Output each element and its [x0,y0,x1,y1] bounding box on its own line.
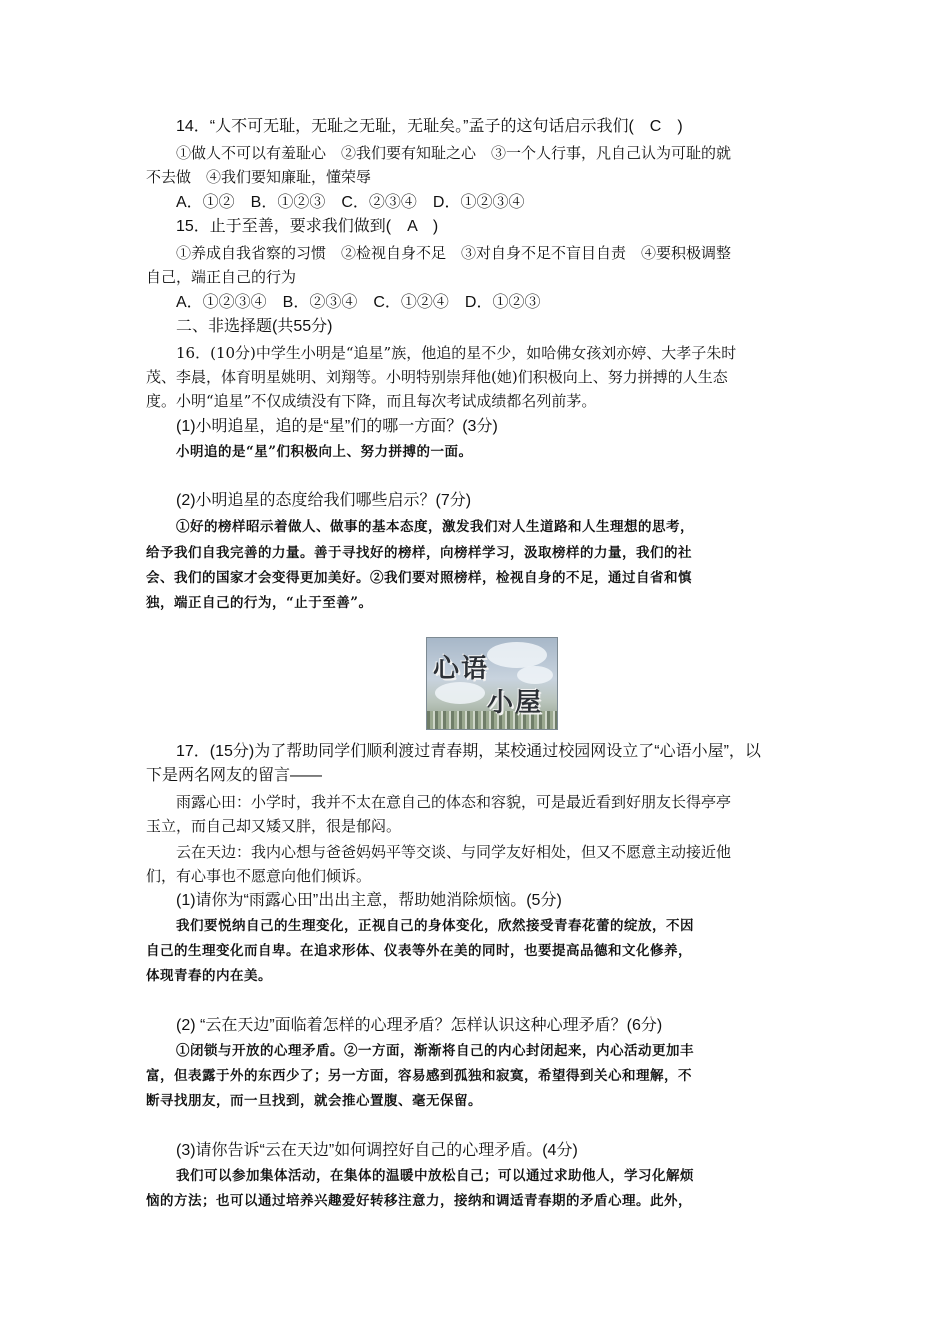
q14-options-line1: ①做人不可以有羞耻心 ②我们要有知耻之心 ③一个人行事，凡自己认为可耻的就 [176,144,732,162]
q17-answer-1-line2: 自己的生理变化而自卑。在追求形体、仪表等外在美的同时，也要提高品德和文化修养， [146,943,692,959]
q16-answer-2-line3: 会、我们的国家才会变得更加美好。②我们要对照榜样，检视自身的不足，通过自省和慎 [146,570,692,586]
q15-options-line1: ①养成自我省察的习惯 ②检视自身不足 ③对自身不足不盲目自责 ④要积极调整 [176,244,732,262]
q17-message-1-line1: 雨露心田：小学时，我并不太在意自己的体态和容貌，可是最近看到好朋友长得亭亭 [176,793,732,811]
q17-answer-1-line3: 体现青春的内在美。 [146,968,272,984]
q17-answer-1-line1: 我们要悦纳自己的生理变化，正视自己的身体变化，欣然接受青春花蕾的绽放，不因 [176,918,694,934]
q17-answer-2-line2: 富，但表露于外的东西少了；另一方面，容易感到孤独和寂寞，希望得到关心和理解，不 [146,1068,692,1084]
q17-stem-line1: 17．(15分)为了帮助同学们顺利渡过青春期，某校通过校园网设立了“心语小屋”，以 [176,743,761,760]
q16-answer-2-line1: ①好的榜样昭示着做人、做事的基本态度，激发我们对人生道路和人生理想的思考， [176,519,694,535]
logo-text-line2: 小屋 [487,688,544,718]
q14-options-line2: 不去做 ④我们要知廉耻，懂荣辱 [146,168,372,186]
q17-subquestion-1: (1)请你为“雨露心田”出出主意，帮助她消除烦恼。(5分) [176,892,562,909]
q14-stem: 14．“人不可无耻，无耻之无耻，无耻矣。”孟子的这句话启示我们( C ) [176,118,683,135]
q16-subquestion-1: (1)小明追星，追的是“星”们的哪一方面？(3分) [176,418,498,435]
q17-answer-2-line3: 断寻找朋友，而一旦找到，就会推心置腹、毫无保留。 [146,1093,482,1109]
xinyu-xiaowu-logo [426,637,558,730]
q17-stem-line2: 下是两名网友的留言—— [146,767,323,784]
q17-answer-3-line1: 我们可以参加集体活动，在集体的温暖中放松自己；可以通过求助他人，学习化解烦 [176,1168,694,1184]
q16-stem-line1: 16．(10分)中学生小明是“追星”族，他追的星不少，如哈佛女孩刘亦婷、大孝子朱时 [176,344,737,362]
section-title: 二、非选择题(共55分) [176,318,333,335]
q14-choices: A．①② B．①②③ C．②③④ D．①②③④ [176,194,525,211]
q15-stem: 15．止于至善，要求我们做到( A ) [176,218,439,235]
q17-message-1-line2: 玉立，而自己却又矮又胖，很是郁闷。 [146,817,402,835]
q17-answer-2-line1: ①闭锁与开放的心理矛盾。②一方面，渐渐将自己的内心封闭起来，内心活动更加丰 [176,1043,694,1059]
q16-answer-2-line2: 给予我们自我完善的力量。善于寻找好的榜样，向榜样学习，汲取榜样的力量，我们的社 [146,545,692,561]
q17-message-2-line1: 云在天边：我内心想与爸爸妈妈平等交谈、与同学友好相处，但又不愿意主动接近他 [176,843,732,861]
q16-stem-line3: 度。小明“追星”不仅成绩没有下降，而且每次考试成绩都名列前茅。 [146,392,597,410]
q15-choices: A．①②③④ B．②③④ C．①②④ D．①②③ [176,294,541,311]
q17-message-2-line2: 们，有心事也不愿意向他们倾诉。 [146,867,372,885]
q15-options-line2: 自己，端正自己的行为 [146,268,297,286]
q17-answer-3-line2: 恼的方法；也可以通过培养兴趣爱好转移注意力，接纳和调适青春期的矛盾心理。此外， [146,1193,692,1209]
q17-subquestion-2: (2) “云在天边”面临着怎样的心理矛盾？怎样认识这种心理矛盾？(6分) [176,1017,663,1034]
q16-subquestion-2: (2)小明追星的态度给我们哪些启示？(7分) [176,492,472,509]
q17-subquestion-3: (3)请你告诉“云在天边”如何调控好自己的心理矛盾。(4分) [176,1142,578,1159]
q16-answer-1: 小明追的是“星”们积极向上、努力拼搏的一面。 [176,444,473,460]
q16-answer-2-line4: 独，端正自己的行为，“止于至善”。 [146,595,373,611]
logo-text-line1: 心语 [433,654,490,684]
q16-stem-line2: 茂、李晨，体育明星姚明、刘翔等。小明特别崇拜他(她)们积极向上、努力拼搏的人生态 [146,368,728,386]
